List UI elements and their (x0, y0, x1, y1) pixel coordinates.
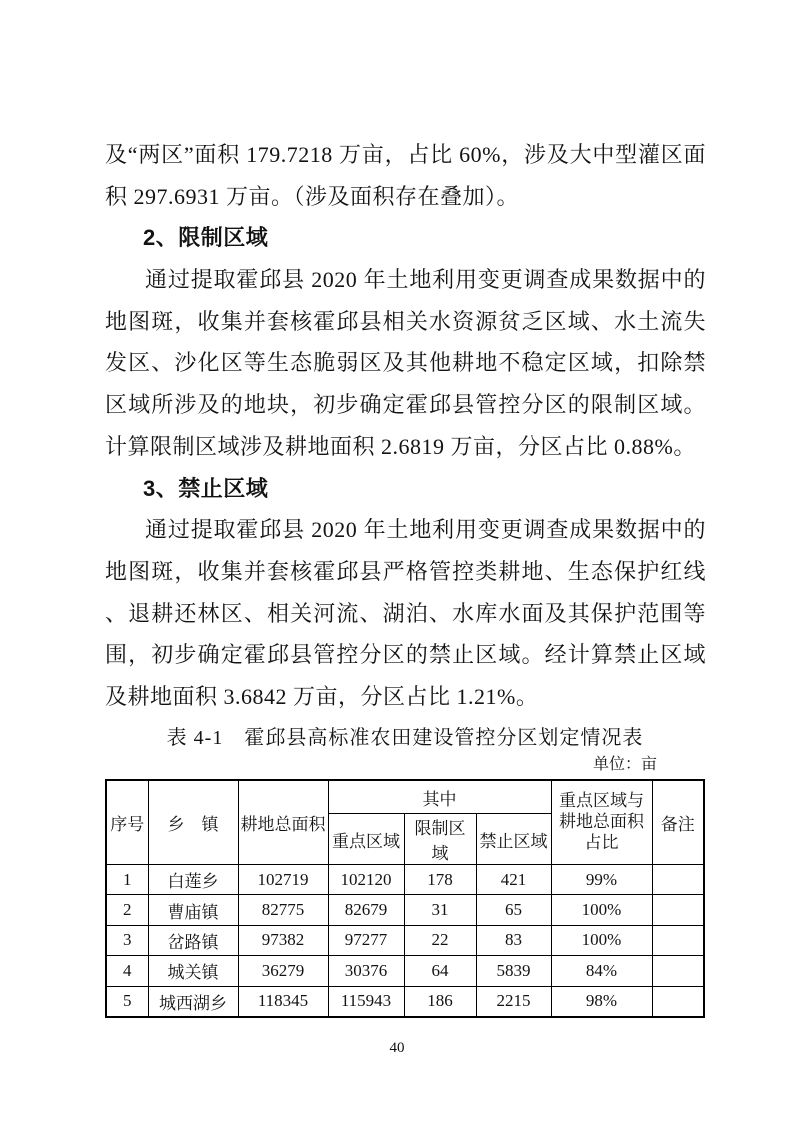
table-cell: 30376 (328, 956, 404, 986)
table-row (106, 986, 704, 1017)
table-cell: 城关镇 (148, 956, 238, 986)
body-line: 通过提取霍邱县 2020 年土地利用变更调查成果数据中的 (145, 267, 706, 293)
table-cell: 421 (476, 865, 551, 895)
table-cell: 65 (476, 895, 551, 925)
body-line: 积 297.6931 万亩。（涉及面积存在叠加）。 (105, 183, 520, 209)
table-cell: 83 (476, 925, 551, 955)
table-cell: 2215 (476, 986, 551, 1017)
table-cell: 白莲乡 (148, 865, 238, 895)
table-cell: 84% (551, 956, 652, 986)
col-header-ratio: 重点区域与 耕地总面积 占比 (551, 780, 652, 865)
table-cell: 97382 (238, 925, 328, 955)
page-number: 40 (389, 1040, 405, 1056)
table-row (106, 895, 704, 925)
table-cell: 99% (551, 865, 652, 895)
table-cell: 1 (106, 865, 148, 895)
table-cell: 118345 (238, 986, 328, 1017)
section-heading: 2、限制区域 (143, 225, 269, 251)
table-cell: 36279 (238, 956, 328, 986)
col-header-town: 乡 镇 (148, 780, 238, 865)
table-cell: 100% (551, 925, 652, 955)
body-line: 通过提取霍邱县 2020 年土地利用变更调查成果数据中的 (145, 517, 706, 543)
table-cell: 5 (106, 986, 148, 1017)
table-cell: 31 (404, 895, 476, 925)
table-cell: 城西湖乡 (148, 986, 238, 1017)
col-header-note: 备注 (652, 780, 704, 865)
body-line: 区域所涉及的地块，初步确定霍邱县管控分区的限制区域。 (105, 392, 706, 418)
table-cell: 82775 (238, 895, 328, 925)
table-cell (652, 956, 704, 986)
body-line: 及“两区”面积 179.7218 万亩，占比 60%，涉及大中型灌区面 (105, 142, 706, 167)
body-line: 、退耕还林区、相关河流、湖泊、水库水面及其保护范围等 (105, 600, 706, 626)
table-unit-label: 单位：亩 (592, 756, 657, 773)
table-cell: 82679 (328, 895, 404, 925)
table-row (106, 865, 704, 895)
body-line: 及耕地面积 3.6842 万亩，分区占比 1.21%。 (105, 683, 539, 709)
table-cell: 3 (106, 925, 148, 955)
table-body (106, 865, 704, 1017)
table-cell: 186 (404, 986, 476, 1017)
body-line: 计算限制区域涉及耕地面积 2.6819 万亩，分区占比 0.88%。 (105, 433, 696, 459)
table-cell: 98% (551, 986, 652, 1017)
table-cell: 岔路镇 (148, 925, 238, 955)
table-cell (652, 865, 704, 895)
table-row (106, 956, 704, 986)
table-cell: 178 (404, 865, 476, 895)
table-cell (652, 925, 704, 955)
body-line: 围，初步确定霍邱县管控分区的禁止区域。经计算禁止区域 (105, 642, 706, 668)
table-cell: 曹庙镇 (148, 895, 238, 925)
table-cell: 102120 (328, 865, 404, 895)
table-cell (652, 895, 704, 925)
table-cell: 97277 (328, 925, 404, 955)
col-header-seq: 序号 (106, 780, 148, 865)
zoning-table (105, 779, 705, 1018)
col-header-restrict-zone: 限制区域 (404, 814, 476, 865)
table-row (106, 925, 704, 955)
table-cell: 4 (106, 956, 148, 986)
body-text-block (105, 134, 706, 718)
body-line: 地图斑，收集并套核霍邱县严格管控类耕地、生态保护红线 (105, 558, 706, 584)
body-line: 发区、沙化区等生态脆弱区及其他耕地不稳定区域，扣除禁 (105, 350, 706, 376)
body-line: 地图斑，收集并套核霍邱县相关水资源贫乏区域、水土流失 (105, 308, 706, 334)
table-cell (652, 986, 704, 1017)
table-cell: 100% (551, 895, 652, 925)
table-cell: 22 (404, 925, 476, 955)
col-header-forbid-zone: 禁止区域 (476, 814, 551, 865)
table-cell: 2 (106, 895, 148, 925)
col-header-among: 其中 (328, 780, 551, 814)
table-cell: 64 (404, 956, 476, 986)
table-cell: 102719 (238, 865, 328, 895)
col-header-key-zone: 重点区域 (328, 814, 404, 865)
table-caption: 表 4-1 霍邱县高标准农田建设管控分区划定情况表 (166, 727, 644, 749)
table-cell: 115943 (328, 986, 404, 1017)
section-heading: 3、禁止区域 (143, 475, 269, 501)
col-header-total-area: 耕地总面积 (238, 780, 328, 865)
table-cell: 5839 (476, 956, 551, 986)
